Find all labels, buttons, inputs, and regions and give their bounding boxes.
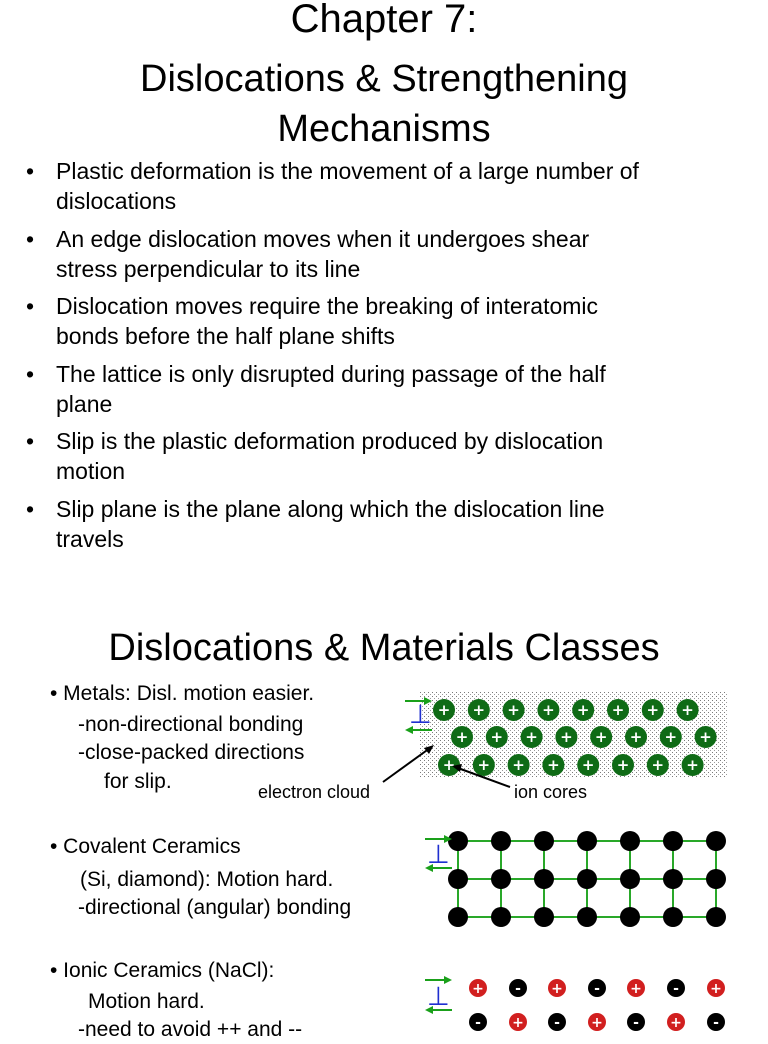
bullet-dot-icon: •: [26, 495, 35, 522]
svg-text:+: +: [651, 756, 665, 774]
metals-line-slip: for slip.: [104, 770, 172, 793]
ionic-ion-group: [469, 979, 725, 1031]
svg-text:-: -: [554, 1015, 560, 1031]
svg-text:+: +: [547, 756, 560, 774]
anion: [509, 979, 527, 997]
svg-text:+: +: [594, 728, 608, 746]
svg-text:+: +: [507, 701, 520, 719]
svg-text:+: +: [616, 756, 630, 774]
svg-text:+: +: [542, 701, 555, 719]
svg-text:+: +: [699, 728, 712, 746]
covalent-heading: • Covalent Ceramics: [50, 835, 241, 858]
svg-text:+: +: [591, 1015, 603, 1031]
svg-text:+: +: [576, 701, 590, 719]
anion: [548, 1013, 566, 1031]
ionic-heading: • Ionic Ceramics (NaCl):: [50, 959, 275, 982]
anion: [469, 1013, 487, 1031]
cation: [588, 1013, 606, 1031]
bullet-dot-icon: •: [26, 360, 35, 387]
anion: [627, 1013, 645, 1031]
svg-text:+: +: [437, 701, 451, 719]
svg-text:+: +: [664, 728, 678, 746]
svg-text:+: +: [686, 756, 699, 774]
ion-cores-label: ion cores: [514, 782, 588, 802]
svg-text:+: +: [455, 728, 469, 746]
bullet-dot-icon: •: [26, 428, 35, 454]
svg-text:+: +: [472, 981, 484, 997]
svg-text:+: +: [490, 728, 504, 746]
bullet-dot-icon: •: [26, 225, 35, 252]
svg-text:+: +: [512, 1015, 524, 1031]
bullet-item: • Plastic deformation is the movement of a large number of dislocations: [26, 158, 639, 214]
anion: [707, 1013, 725, 1031]
svg-text:+: +: [710, 981, 722, 997]
metals-heading: • Metals: Disl. motion easier.: [50, 682, 315, 705]
svg-text:+: +: [525, 728, 538, 746]
subtitle-line-1: Dislocations & Strengthening: [140, 58, 628, 100]
svg-text:+: +: [629, 728, 643, 746]
svg-text:-: -: [713, 1015, 719, 1031]
ionic-line-motion: Motion hard.: [88, 990, 205, 1013]
metals-line-bonding: -non-directional bonding: [78, 713, 304, 736]
svg-text:+: +: [611, 701, 625, 719]
svg-text:+: +: [630, 981, 642, 997]
cation: [627, 979, 645, 997]
electron-cloud-label: electron cloud: [258, 782, 371, 802]
covalent-line-motion: (Si, diamond): Motion hard.: [80, 868, 334, 891]
bullet-item: • Slip plane is the plane along which the dislocation line travels: [26, 495, 605, 552]
cation: [469, 979, 487, 997]
metals-line-close-packed: -close-packed directions: [78, 741, 305, 764]
svg-text:+: +: [472, 701, 486, 719]
materials-classes-title: Dislocations & Materials Classes: [108, 627, 660, 669]
svg-text:+: +: [581, 756, 595, 774]
bullet-dot-icon: •: [26, 293, 35, 319]
anion: [667, 979, 685, 997]
subtitle-line-2: Mechanisms: [277, 108, 491, 150]
bullet-item: • The lattice is only disrupted during passage of the half plane: [26, 360, 606, 417]
svg-text:-: -: [633, 1015, 639, 1031]
svg-text:+: +: [512, 756, 525, 774]
cation: [667, 1013, 685, 1031]
svg-text:+: +: [681, 701, 694, 719]
svg-text:+: +: [670, 1015, 682, 1031]
svg-text:+: +: [442, 756, 456, 774]
svg-text:-: -: [475, 1015, 481, 1031]
ionic-line-avoid: -need to avoid ++ and --: [78, 1018, 303, 1041]
svg-text:+: +: [477, 756, 491, 774]
covalent-line-bonding: -directional (angular) bonding: [78, 896, 352, 919]
covalent-dislocation-symbol-icon: ⊥: [427, 840, 450, 870]
svg-text:-: -: [594, 981, 600, 997]
anion: [588, 979, 606, 997]
bullet-item: • An edge dislocation moves when it undergoes shear stress perpendicular to its line: [26, 225, 590, 282]
svg-text:-: -: [515, 981, 521, 997]
bullet-dot-icon: •: [26, 158, 35, 184]
bullet-item: • Dislocation moves require the breaking of interatomic bonds before the half plane shifts: [26, 293, 599, 349]
bullet-item: • Slip is the plastic deformation produced by dislocation motion: [26, 428, 604, 484]
svg-text:-: -: [673, 981, 679, 997]
cation: [509, 1013, 527, 1031]
ionic-dislocation-symbol-icon: ⊥: [427, 982, 450, 1012]
svg-text:+: +: [551, 981, 563, 997]
cation: [707, 979, 725, 997]
cation: [548, 979, 566, 997]
chapter-title: Chapter 7:: [290, 0, 478, 41]
svg-text:+: +: [560, 728, 573, 746]
svg-text:+: +: [646, 701, 660, 719]
dislocation-symbol-icon: ⊥: [409, 700, 432, 730]
